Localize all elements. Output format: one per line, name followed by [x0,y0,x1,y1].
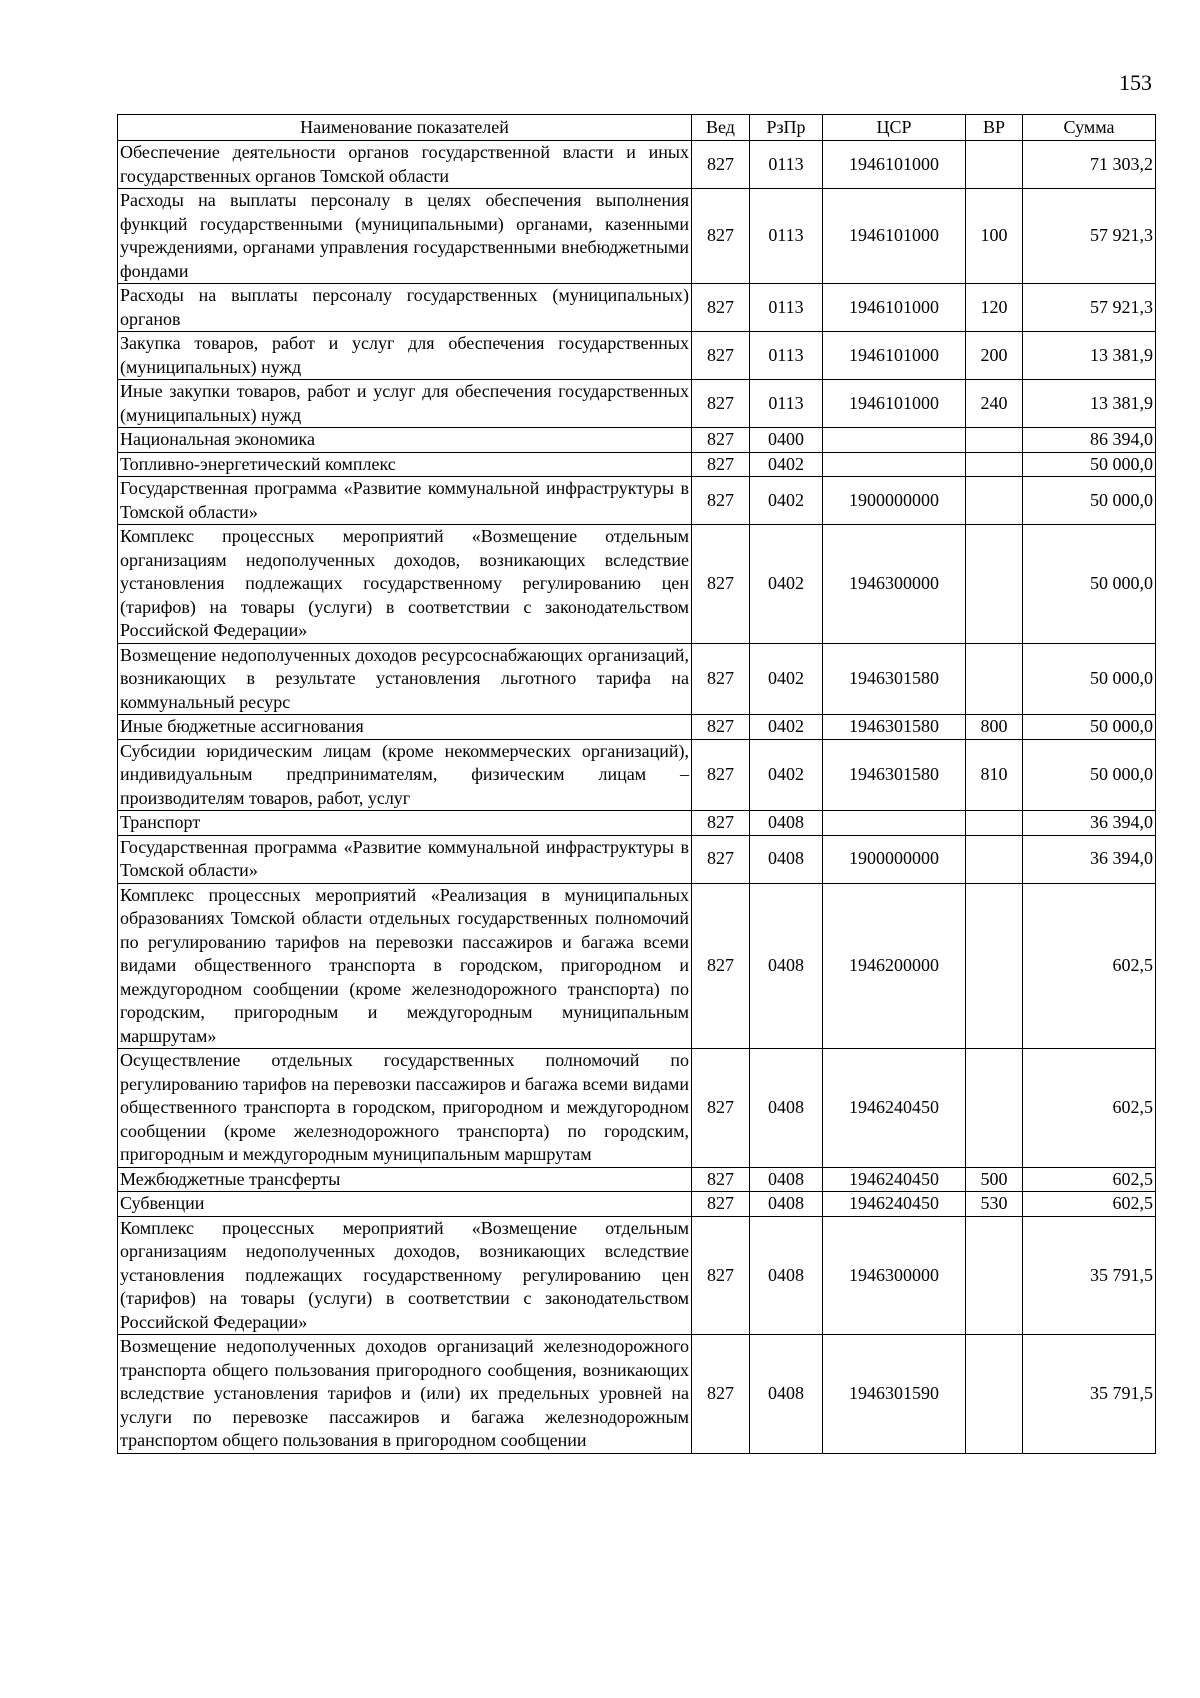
cell-sum: 602,5 [1023,1167,1156,1192]
cell-ved: 827 [692,189,750,284]
cell-csr: 1946301580 [823,643,966,715]
table-row [118,715,1156,740]
cell-ved: 827 [692,452,750,477]
cell-vr: 810 [966,739,1023,811]
cell-rzpr: 0400 [750,428,823,453]
cell-sum: 50 000,0 [1023,477,1156,525]
table-row [118,811,1156,836]
table-row [118,1049,1156,1168]
cell-name: Иные бюджетные ассигнования [118,715,692,740]
table-row [118,1192,1156,1217]
cell-sum: 13 381,9 [1023,332,1156,380]
cell-rzpr: 0113 [750,284,823,332]
table-body [118,141,1156,1454]
cell-name: Национальная экономика [118,428,692,453]
cell-csr: 1946301580 [823,715,966,740]
cell-name: Межбюджетные трансферты [118,1167,692,1192]
cell-ved: 827 [692,883,750,1049]
cell-csr: 1946101000 [823,332,966,380]
cell-rzpr: 0408 [750,883,823,1049]
table-row [118,189,1156,284]
col-header-ved: Вед [692,115,750,141]
cell-vr: 200 [966,332,1023,380]
table-row [118,739,1156,811]
table-row [118,141,1156,189]
cell-sum: 50 000,0 [1023,739,1156,811]
cell-name: Субвенции [118,1192,692,1217]
cell-csr [823,452,966,477]
cell-ved: 827 [692,477,750,525]
cell-vr [966,452,1023,477]
cell-name: Закупка товаров, работ и услуг для обеспечения государственных (муниципальных) нужд [118,332,692,380]
col-header-rzpr: РзПр [750,115,823,141]
cell-name: Комплекс процессных мероприятий «Реализация в муниципальных образованиях Томской области отдельных государственных полномочий по регулированию тарифов на перевозки пассажиров и багажа всеми видами общественного транспорта в городском, пригородном и междугородном сообщении (кроме железнодорожного транспорта) по городским, пригородным и междугородным муниципальным маршрутам» [118,883,692,1049]
cell-ved: 827 [692,141,750,189]
cell-ved: 827 [692,643,750,715]
cell-name: Топливно-энергетический комплекс [118,452,692,477]
cell-rzpr: 0408 [750,1049,823,1168]
cell-csr: 1946240450 [823,1049,966,1168]
cell-csr: 1946240450 [823,1192,966,1217]
cell-csr [823,811,966,836]
cell-ved: 827 [692,1049,750,1168]
cell-rzpr: 0113 [750,380,823,428]
cell-csr: 1946101000 [823,189,966,284]
table-header-row [118,115,1156,141]
cell-rzpr: 0408 [750,811,823,836]
table-row [118,1167,1156,1192]
cell-csr: 1946101000 [823,284,966,332]
cell-ved: 827 [692,1216,750,1335]
cell-sum: 35 791,5 [1023,1335,1156,1454]
table-row [118,477,1156,525]
col-header-name: Наименование показателей [118,115,692,141]
cell-ved: 827 [692,380,750,428]
table-row [118,284,1156,332]
cell-rzpr: 0402 [750,452,823,477]
cell-sum: 36 394,0 [1023,811,1156,836]
table-row [118,643,1156,715]
cell-name: Возмещение недополученных доходов ресурсоснабжающих организаций, возникающих в результате установления льготного тарифа на коммунальный ресурс [118,643,692,715]
cell-ved: 827 [692,1192,750,1217]
cell-vr [966,477,1023,525]
cell-csr: 1946101000 [823,141,966,189]
cell-csr: 1900000000 [823,835,966,883]
cell-rzpr: 0408 [750,1335,823,1454]
cell-ved: 827 [692,811,750,836]
cell-vr: 120 [966,284,1023,332]
cell-csr: 1900000000 [823,477,966,525]
table-row [118,332,1156,380]
cell-rzpr: 0408 [750,1192,823,1217]
cell-ved: 827 [692,1335,750,1454]
table-row [118,1216,1156,1335]
cell-csr [823,428,966,453]
cell-rzpr: 0402 [750,715,823,740]
cell-vr [966,141,1023,189]
cell-sum: 13 381,9 [1023,380,1156,428]
cell-rzpr: 0408 [750,1167,823,1192]
cell-vr [966,811,1023,836]
table-row [118,525,1156,644]
cell-sum: 602,5 [1023,1049,1156,1168]
col-header-csr: ЦСР [823,115,966,141]
cell-vr [966,1216,1023,1335]
cell-ved: 827 [692,428,750,453]
cell-vr: 800 [966,715,1023,740]
cell-ved: 827 [692,1167,750,1192]
cell-sum: 50 000,0 [1023,525,1156,644]
cell-rzpr: 0402 [750,643,823,715]
cell-rzpr: 0113 [750,141,823,189]
cell-sum: 71 303,2 [1023,141,1156,189]
cell-rzpr: 0113 [750,189,823,284]
col-header-vr: ВР [966,115,1023,141]
cell-name: Государственная программа «Развитие коммунальной инфраструктуры в Томской области» [118,835,692,883]
cell-sum: 36 394,0 [1023,835,1156,883]
cell-rzpr: 0408 [750,835,823,883]
cell-vr [966,428,1023,453]
table-row [118,452,1156,477]
budget-table [117,114,1156,1454]
cell-sum: 57 921,3 [1023,189,1156,284]
cell-name: Расходы на выплаты персоналу в целях обеспечения выполнения функций государственными (муниципальными) органами, казенными учреждениями, органами управления государственными внебюджетными фондами [118,189,692,284]
cell-ved: 827 [692,835,750,883]
cell-sum: 602,5 [1023,883,1156,1049]
table-row [118,380,1156,428]
cell-vr [966,643,1023,715]
cell-vr [966,525,1023,644]
cell-ved: 827 [692,284,750,332]
cell-rzpr: 0402 [750,739,823,811]
cell-csr: 1946300000 [823,525,966,644]
cell-sum: 50 000,0 [1023,452,1156,477]
cell-name: Обеспечение деятельности органов государственной власти и иных государственных органов Томской области [118,141,692,189]
table-row [118,883,1156,1049]
cell-sum: 602,5 [1023,1192,1156,1217]
cell-csr: 1946301590 [823,1335,966,1454]
cell-csr: 1946301580 [823,739,966,811]
cell-csr: 1946101000 [823,380,966,428]
table-row [118,1335,1156,1454]
cell-ved: 827 [692,525,750,644]
page-number: 153 [1119,70,1152,95]
cell-vr: 500 [966,1167,1023,1192]
cell-vr: 100 [966,189,1023,284]
cell-name: Возмещение недополученных доходов организаций железнодорожного транспорта общего пользования пригородного сообщения, возникающих вследствие установления тарифов и (или) их предельных уровней на услуги по перевозке пассажиров и багажа железнодорожным транспортом общего пользования в пригородном сообщении [118,1335,692,1454]
table-row [118,835,1156,883]
cell-sum: 35 791,5 [1023,1216,1156,1335]
cell-name: Комплекс процессных мероприятий «Возмещение отдельным организациям недополученных доходов, возникающих вследствие установления подлежащих государственному регулированию цен (тарифов) на товары (услуги) в соответствии с законодательством Российской Федерации» [118,1216,692,1335]
cell-name: Транспорт [118,811,692,836]
cell-sum: 50 000,0 [1023,643,1156,715]
cell-rzpr: 0402 [750,477,823,525]
cell-vr [966,1049,1023,1168]
cell-sum: 86 394,0 [1023,428,1156,453]
cell-vr [966,883,1023,1049]
cell-csr: 1946240450 [823,1167,966,1192]
cell-name: Осуществление отдельных государственных полномочий по регулированию тарифов на перевозки пассажиров и багажа всеми видами общественного транспорта в городском, пригородном и междугородном сообщении (кроме железнодорожного транспорта) по городским, пригородным и междугородным муниципальным маршрутам [118,1049,692,1168]
cell-ved: 827 [692,739,750,811]
table-row [118,428,1156,453]
cell-sum: 57 921,3 [1023,284,1156,332]
cell-rzpr: 0113 [750,332,823,380]
cell-vr: 240 [966,380,1023,428]
cell-name: Государственная программа «Развитие коммунальной инфраструктуры в Томской области» [118,477,692,525]
cell-vr [966,1335,1023,1454]
cell-name: Расходы на выплаты персоналу государственных (муниципальных) органов [118,284,692,332]
cell-ved: 827 [692,715,750,740]
cell-ved: 827 [692,332,750,380]
cell-name: Комплекс процессных мероприятий «Возмещение отдельным организациям недополученных доходов, возникающих вследствие установления подлежащих государственному регулированию цен (тарифов) на товары (услуги) в соответствии с законодательством Российской Федерации» [118,525,692,644]
cell-name: Иные закупки товаров, работ и услуг для обеспечения государственных (муниципальных) нужд [118,380,692,428]
cell-csr: 1946300000 [823,1216,966,1335]
cell-rzpr: 0402 [750,525,823,644]
cell-name: Субсидии юридическим лицам (кроме некоммерческих организаций), индивидуальным предпринимателям, физическим лицам – производителям товаров, работ, услуг [118,739,692,811]
cell-rzpr: 0408 [750,1216,823,1335]
cell-csr: 1946200000 [823,883,966,1049]
cell-vr [966,835,1023,883]
cell-sum: 50 000,0 [1023,715,1156,740]
cell-vr: 530 [966,1192,1023,1217]
col-header-sum: Сумма [1023,115,1156,141]
